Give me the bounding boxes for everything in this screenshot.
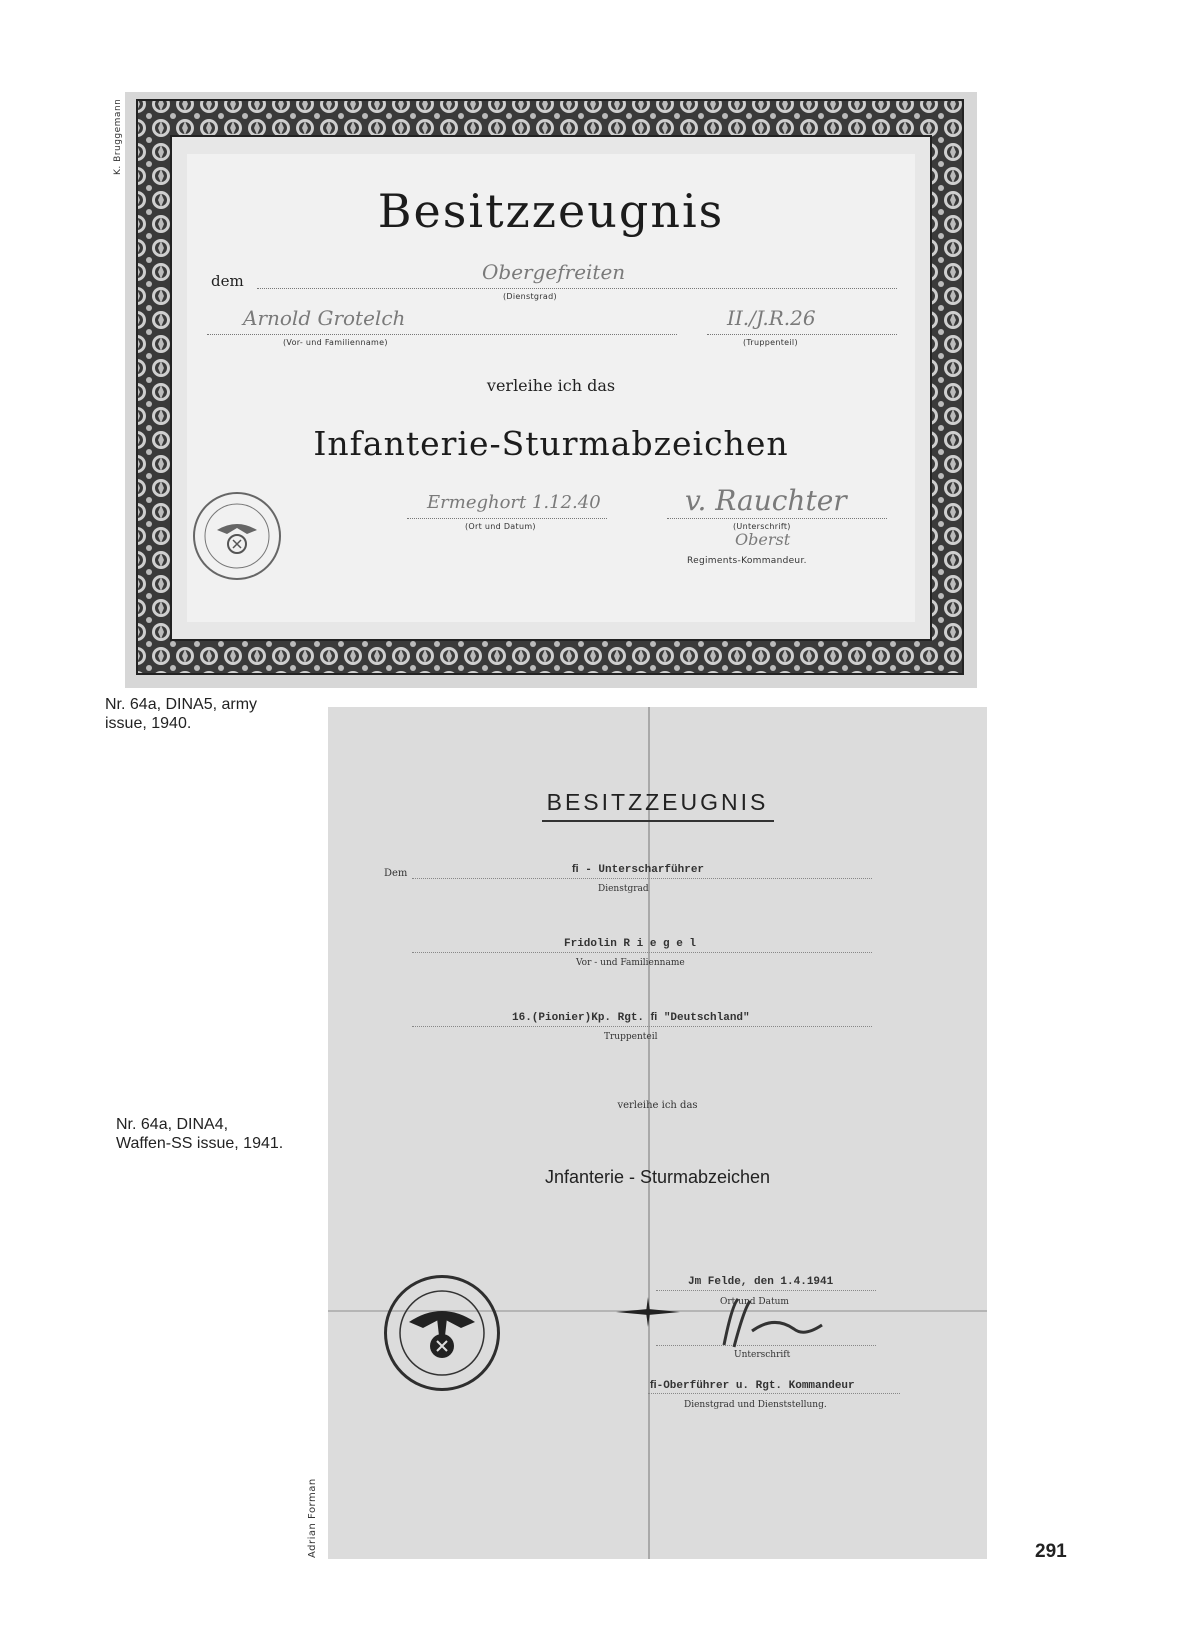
- signature-scrawl: [704, 1295, 844, 1355]
- caption-army-certificate: [105, 695, 257, 733]
- place-date-line: [407, 518, 607, 519]
- dem-label: dem: [211, 272, 244, 290]
- grant-text: verleihe ich das: [617, 1100, 698, 1111]
- photo-credit-bottom: Adrian Forman: [307, 1478, 318, 1558]
- caption-line: Nr. 64a, DINA5, army: [105, 696, 258, 713]
- position-label: Regiments-Kommandeur.: [687, 556, 807, 566]
- rank-handwritten: Obergefreiten: [482, 260, 626, 284]
- place-date-label: (Ort und Datum): [465, 522, 536, 531]
- unit-handwritten: II./J.R.26: [727, 306, 816, 330]
- place-date-value: Jm Felde, den 1.4.1941: [688, 1276, 834, 1288]
- position-line: [648, 1393, 900, 1394]
- place-date-handwritten: Ermeghort 1.12.40: [427, 492, 601, 513]
- signature-line: [667, 518, 887, 519]
- dem-label: Dem: [384, 868, 408, 879]
- name-line: [207, 334, 677, 335]
- waffen-ss-certificate-photo: [328, 707, 987, 1559]
- place-date-label: Ort und Datum: [720, 1297, 789, 1307]
- signature-handwritten: v. Rauchter: [685, 484, 847, 517]
- signature-label: (Unterschrift): [733, 522, 791, 531]
- unit-label: Truppenteil: [604, 1032, 658, 1042]
- certificate-title: BESITZZEUGNIS: [546, 789, 769, 815]
- name-handwritten: Arnold Grotelch: [243, 306, 406, 330]
- rank-value: ﬁ - Unterscharführer: [572, 864, 705, 876]
- name-label: (Vor- und Familienname): [283, 338, 388, 347]
- unit-line: [412, 1026, 872, 1027]
- award-name: Jnfanterie - Sturmabzeichen: [544, 1167, 771, 1187]
- fold-crease-vertical: [648, 707, 650, 1559]
- rank-line: [257, 288, 897, 289]
- officer-rank-handwritten: Oberst: [735, 530, 791, 549]
- certificate-title: Besitzzeugnis: [377, 184, 725, 238]
- service-stamp: [384, 1275, 500, 1391]
- fold-intersection-mark: [616, 1297, 680, 1327]
- eagle-emblem-icon: [387, 1278, 497, 1388]
- caption-waffen-ss-certificate: [116, 1115, 283, 1153]
- position-label: Dienstgrad und Dienststellung.: [684, 1400, 827, 1410]
- title-underline: [542, 820, 774, 822]
- certificate-body: [187, 154, 915, 622]
- award-name: Infanterie-Sturmabzeichen: [313, 424, 789, 463]
- position-value: ﬁ-Oberführer u. Rgt. Kommandeur: [650, 1380, 855, 1392]
- page-number: 291: [1035, 1541, 1067, 1562]
- caption-line: Waffen-SS issue, 1941.: [116, 1135, 284, 1152]
- army-certificate-photo: [125, 92, 977, 688]
- unit-value: 16.(Pionier)Kp. Rgt. ﬁ "Deutschland": [512, 1012, 750, 1024]
- signature-label: Unterschrift: [734, 1350, 791, 1360]
- place-date-line: [656, 1290, 876, 1291]
- unit-line: [707, 334, 897, 335]
- eagle-emblem-icon: [195, 494, 279, 578]
- photo-credit-top: K. Bruggemann: [113, 98, 123, 175]
- unit-label: (Truppenteil): [743, 338, 798, 347]
- name-line: [412, 952, 872, 953]
- name-value: Fridolin R i e g e l: [564, 938, 697, 950]
- rank-label: Dienstgrad: [598, 884, 649, 894]
- name-label: Vor - und Familienname: [576, 958, 685, 968]
- unit-stamp: [193, 492, 281, 580]
- caption-line: Nr. 64a, DINA4,: [116, 1116, 229, 1133]
- rank-line: [412, 878, 872, 879]
- rank-label: (Dienstgrad): [503, 292, 557, 301]
- caption-line: issue, 1940.: [105, 715, 192, 732]
- grant-text: verleihe ich das: [486, 376, 616, 395]
